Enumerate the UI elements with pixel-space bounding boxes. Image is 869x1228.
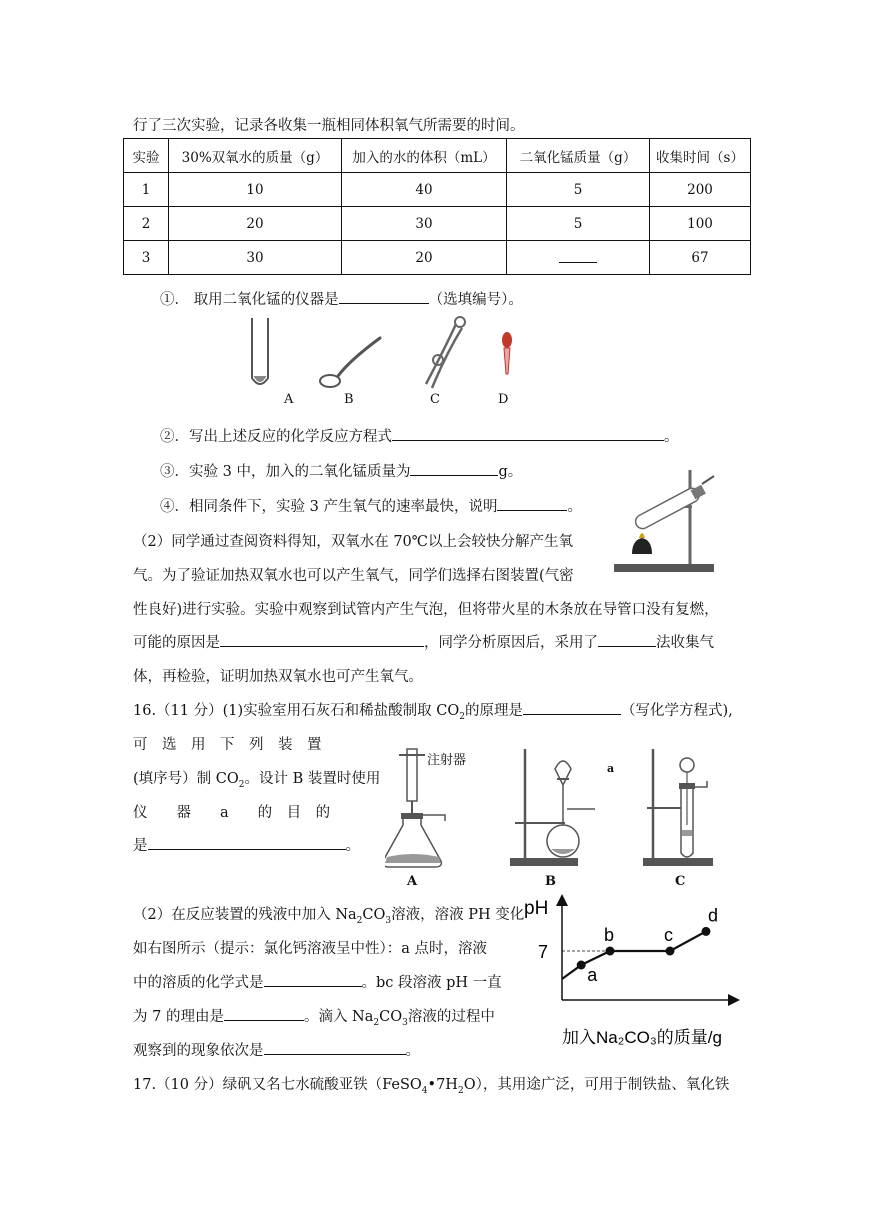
ph-point-b (606, 947, 615, 956)
text: 为 7 的理由是 (133, 1009, 224, 1025)
intro-text: 行了三次实验，记录各收集一瓶相同体积氧气所需要的时间。 (133, 118, 525, 134)
question-16-line-4: 仪 器 a 的 目 的 (133, 805, 331, 821)
subscript: 3 (402, 1017, 408, 1028)
ph-chart (520, 888, 745, 1048)
x-axis-label: 加入Na₂CO₃的质量/g (562, 1028, 722, 1047)
text: 16.（11 分）(1)实验室用石灰石和稀盐酸制取 CO (133, 703, 460, 719)
question-1 (160, 288, 523, 309)
table-row (124, 173, 751, 207)
heating-apparatus-figure (610, 462, 720, 580)
table-cell: 1 (124, 173, 169, 207)
table-cell: 3 (124, 241, 169, 275)
apparatus-label-b: B (545, 874, 556, 889)
question-4 (160, 495, 582, 516)
table-header: 加入的水的体积（mL） (342, 139, 507, 173)
instrument-label-a: A (284, 392, 294, 407)
test-tube-icon (252, 318, 268, 384)
apparatus-b-icon (510, 749, 595, 866)
question-16-part-2-line-1 (133, 903, 524, 926)
text: 可能的原因是 (133, 635, 220, 651)
question-3 (160, 460, 522, 481)
table-cell: 5 (507, 173, 650, 207)
question-2-suffix: 。 (664, 429, 679, 445)
question-16-line-1 (133, 699, 733, 722)
subscript: 3 (385, 915, 392, 926)
medicine-spoon-icon (320, 338, 380, 387)
question-16-part-2-line-4 (133, 1005, 495, 1028)
answer-blank[interactable] (148, 835, 346, 850)
question-16-part-2-line-2: 如右图所示（提示：氯化钙溶液呈中性）：a 点时，溶液 (133, 941, 488, 957)
text: 。 (345, 838, 360, 854)
answer-blank[interactable] (220, 632, 424, 647)
table-header: 收集时间（s） (650, 139, 751, 173)
question-3-prefix: ③．实验 3 中，加入的二氧化锰质量为 (160, 464, 411, 480)
question-16-part-2-line-3 (133, 971, 502, 992)
text: 。bc 段溶液 pH 一直 (361, 975, 502, 991)
table-cell: 40 (342, 173, 507, 207)
apparatus-label-c: C (675, 874, 686, 889)
question-16-part-2-line-5 (133, 1039, 420, 1060)
ph-point-label-a: a (587, 965, 598, 985)
question-16-line-5 (133, 834, 360, 855)
subscript: 2 (457, 1085, 464, 1096)
table-cell: 2 (124, 207, 169, 241)
question-16-line-3 (133, 767, 380, 790)
paragraph-2-line-1: （2）同学通过查阅资料得知，双氧水在 70℃以上会较快分解产生氧 (133, 534, 574, 550)
answer-blank-cell[interactable] (507, 241, 650, 275)
ph-point-label-b: b (604, 925, 615, 945)
dropper-icon (502, 332, 512, 374)
ph-series-line (562, 931, 706, 979)
answer-blank[interactable] (224, 1006, 304, 1021)
question-1-suffix: （选填编号）。 (428, 292, 523, 308)
table-header: 实验 (124, 139, 169, 173)
instruments-figure (230, 310, 530, 410)
text: 。 (405, 1043, 420, 1059)
ph-point-a (577, 961, 586, 970)
text: •7H (427, 1077, 458, 1093)
table-row (124, 207, 751, 241)
text: ，同学分析原因后，采用了 (424, 635, 598, 651)
question-2 (160, 425, 679, 446)
text: 法收集气 (656, 635, 714, 651)
paragraph-2-line-3: 性良好)进行实验。实验中观察到试管内产生气泡，但将带火星的木条放在导管口没有复燃， (133, 602, 719, 618)
table-cell: 100 (650, 207, 751, 241)
answer-blank[interactable] (523, 700, 621, 715)
table-header: 二氧化锰质量（g） (507, 139, 650, 173)
y-axis-label: pH (524, 898, 549, 919)
text: （2）在反应装置的残液中加入 Na (133, 907, 357, 923)
table-cell: 10 (169, 173, 342, 207)
tongs-icon (426, 317, 465, 388)
syringe-label: 注射器 (427, 753, 467, 768)
ph-point-c (666, 947, 675, 956)
question-1-prefix: ①． 取用二氧化锰的仪器是 (160, 292, 339, 308)
answer-blank[interactable] (264, 972, 362, 987)
text: CO (362, 907, 386, 923)
text: 是 (133, 838, 148, 854)
ph-point-label-d: d (708, 905, 719, 926)
instrument-label-d: D (498, 392, 509, 407)
text: 观察到的现象依次是 (133, 1043, 264, 1059)
table-cell: 30 (169, 241, 342, 275)
table-cell: 5 (507, 207, 650, 241)
ph-points (577, 905, 718, 985)
experiment-table (123, 138, 751, 275)
text: 溶液，溶液 PH 变化 (391, 907, 525, 923)
instrument-a-label: a (607, 762, 615, 775)
ph-point-d (702, 927, 711, 936)
question-2-prefix: ②．写出上述反应的化学反应方程式 (160, 429, 392, 445)
instrument-label-c: C (430, 392, 440, 407)
apparatus-label-a: A (407, 874, 418, 889)
paragraph-2-line-4 (133, 631, 714, 652)
table-cell: 20 (342, 241, 507, 275)
question-16-line-2: 可 选 用 下 列 装 置 (133, 737, 322, 753)
table-cell: 200 (650, 173, 751, 207)
y-tick-label: 7 (538, 942, 549, 962)
apparatus-c-icon (643, 749, 713, 866)
table-cell: 67 (650, 241, 751, 275)
text: （写化学方程式), (620, 703, 733, 719)
subscript: 2 (238, 779, 245, 790)
answer-blank[interactable] (392, 426, 664, 441)
text: 。设计 B 装置时使用 (244, 771, 381, 787)
ph-point-label-c: c (664, 925, 673, 945)
question-17 (133, 1073, 729, 1096)
table-header-row (124, 139, 751, 173)
question-3-suffix: g。 (498, 464, 523, 480)
text: 17.（10 分）绿矾又名七水硫酸亚铁（FeSO (133, 1077, 422, 1093)
table-cell: 20 (169, 207, 342, 241)
question-4-prefix: ④．相同条件下，实验 3 产生氧气的速率最快，说明 (160, 499, 498, 515)
answer-blank[interactable] (339, 289, 429, 304)
text: 中的溶质的化学式是 (133, 975, 264, 991)
text: 的原理是 (464, 703, 523, 719)
answer-blank[interactable] (264, 1040, 406, 1055)
subscript: 2 (459, 711, 465, 722)
answer-blank[interactable] (410, 461, 498, 476)
answer-blank[interactable] (598, 632, 656, 647)
table-header: 30%双氧水的质量（g） (169, 139, 342, 173)
text: CO (379, 1009, 403, 1025)
subscript: 4 (421, 1085, 428, 1096)
text: 。滴入 Na (303, 1009, 374, 1025)
table-cell: 30 (342, 207, 507, 241)
subscript: 2 (373, 1017, 380, 1028)
subscript: 2 (356, 915, 363, 926)
table-row (124, 241, 751, 275)
paragraph-2-line-5: 体，再检验，证明加热双氧水也可产生氧气。 (133, 669, 423, 685)
instrument-label-b: B (344, 392, 354, 407)
text: 溶液的过程中 (407, 1009, 495, 1025)
text: (填序号）制 CO (133, 771, 239, 787)
question-4-suffix: 。 (567, 499, 582, 515)
answer-blank[interactable] (497, 496, 567, 511)
text: O），其用途广泛，可用于制铁盐、氧化铁 (463, 1077, 730, 1093)
paragraph-2-line-2: 气。为了验证加热双氧水也可以产生氧气，同学们选择右图装置(气密 (133, 568, 574, 584)
